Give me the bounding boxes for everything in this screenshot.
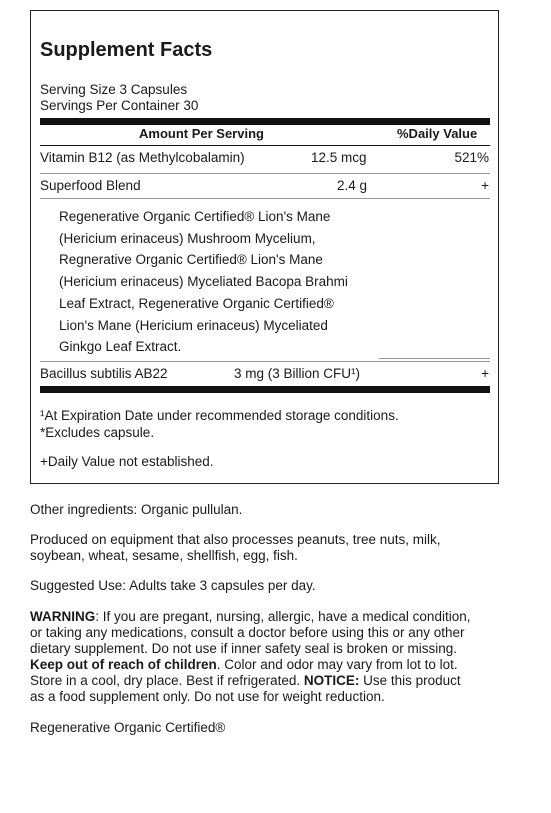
row-divider xyxy=(379,358,490,359)
other-ingredients: Other ingredients: Organic pullulan. xyxy=(30,502,243,517)
suggested-use: Suggested Use: Adults take 3 capsules per day. xyxy=(30,578,316,593)
servings-per-container: Servings Per Container 30 xyxy=(40,98,199,113)
row-bacillus-name: Bacillus subtilis AB22 xyxy=(40,366,168,381)
serving-size: Serving Size 3 Capsules xyxy=(40,82,188,97)
thick-rule-bottom xyxy=(40,386,490,393)
row-superfood-blend-name: Superfood Blend xyxy=(40,178,141,193)
blend-line: Ginkgo Leaf Extract. xyxy=(59,339,182,355)
row-vitamin-b12-dv: 521% xyxy=(454,150,489,165)
thick-rule-top xyxy=(40,118,490,125)
certification-statement: Regenerative Organic Certified® xyxy=(30,720,226,735)
footnote-excludes-capsule: *Excludes capsule. xyxy=(40,425,155,440)
warning-label: WARNING xyxy=(30,609,96,624)
supplement-facts-panel xyxy=(30,10,499,484)
footnote-expiration: ¹At Expiration Date under recommended storage conditions. xyxy=(40,408,399,423)
row-bacillus-dv: + xyxy=(481,366,489,381)
panel-title: Supplement Facts xyxy=(40,39,213,61)
row-superfood-blend-amount: 2.4 g xyxy=(337,178,368,193)
row-divider xyxy=(40,173,490,174)
blend-line: Leaf Extract, Regenerative Organic Certified® xyxy=(59,295,334,311)
blend-line: (Hericium erinaceus) Myceliated Bacopa Brahmi xyxy=(59,274,348,290)
warning-block: WARNING: If you are pregant, nursing, allergic, have a medical condition, or taking any medications, consult a doctor before using this or any other dietary supplement. Do not use if inner safety seal is broken or missing. Keep out of reach of children. Color and odor may vary from lot to lot. Store in a cool, dry place. Best if refrigerated. NOTICE: Use this product as a food supplement only. Do not use for weight reduction. xyxy=(30,609,471,704)
allergen-statement: Produced on equipment that also processes peanuts, tree nuts, milk, soybean, wheat, sesame, shellfish, egg, fish. xyxy=(30,532,441,563)
row-vitamin-b12-name: Vitamin B12 (as Methylcobalamin) xyxy=(40,150,245,165)
header-rule xyxy=(40,145,490,146)
blend-line: Lion's Mane (Hericium erinaceus) Myceliated xyxy=(59,317,328,333)
daily-value-header: %Daily Value xyxy=(397,126,478,141)
row-divider xyxy=(40,198,490,199)
keep-out-label: Keep out of reach of children xyxy=(30,657,217,672)
footnote-daily-value: +Daily Value not established. xyxy=(40,454,214,469)
blend-line: Regenerative Organic Certified® Lion's Mane xyxy=(59,209,331,224)
row-bacillus-amount: 3 mg (3 Billion CFU¹) xyxy=(234,366,361,381)
row-superfood-blend-dv: + xyxy=(481,178,489,193)
blend-line: (Hericium erinaceus) Mushroom Mycelium, xyxy=(59,230,316,246)
notice-label: NOTICE: xyxy=(303,673,360,688)
blend-line: Regnerative Organic Certified® Lion's Mane xyxy=(59,252,323,268)
blend-ingredients xyxy=(59,206,379,358)
amount-per-serving-header: Amount Per Serving xyxy=(139,126,264,141)
row-divider xyxy=(40,361,490,362)
row-vitamin-b12-amount: 12.5 mcg xyxy=(311,150,367,165)
